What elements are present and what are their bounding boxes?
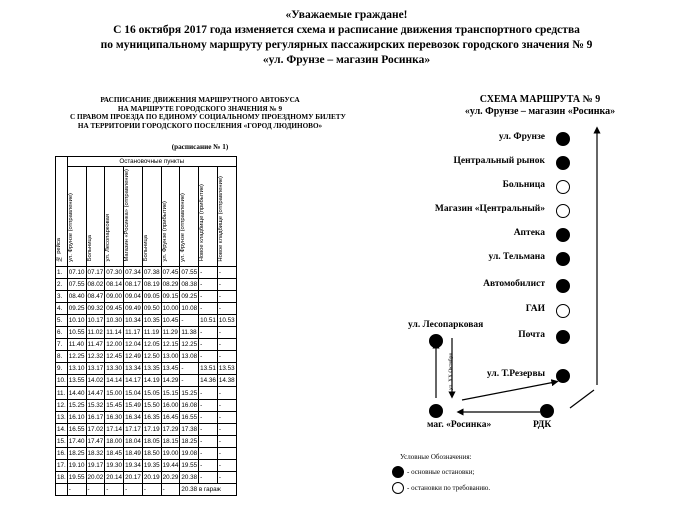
table-cell: 12.05 bbox=[142, 339, 161, 351]
table-cell: 12.04 bbox=[124, 339, 143, 351]
table-cell: 19.55 bbox=[180, 460, 199, 472]
table-cell: 19.55 bbox=[67, 472, 86, 484]
table-cell: 15. bbox=[56, 435, 68, 447]
table-cell: 13.00 bbox=[161, 351, 180, 363]
table-cell: - bbox=[199, 326, 218, 338]
stop-label: Почта bbox=[518, 330, 545, 340]
announcement-line-4: «ул. Фрунзе – магазин Росинка» bbox=[262, 54, 431, 66]
stops-group-header: Остановочные пункты bbox=[67, 157, 236, 167]
stop-label: ул. Фрунзе bbox=[498, 132, 545, 142]
table-cell: 16.35 bbox=[142, 411, 161, 423]
table-cell: 19.00 bbox=[161, 447, 180, 459]
table-cell: - bbox=[161, 484, 180, 496]
table-cell: 17.19 bbox=[142, 423, 161, 435]
table-cell: 16.55 bbox=[67, 423, 86, 435]
table-cell: 5. bbox=[56, 314, 68, 326]
table-cell: 12.45 bbox=[105, 351, 124, 363]
table-cell: 19.17 bbox=[86, 460, 105, 472]
column-header: ул. Фрунзе (отправление) bbox=[67, 167, 86, 267]
table-cell: 18.25 bbox=[67, 447, 86, 459]
table-cell: 07.30 bbox=[105, 266, 124, 278]
table-cell: - bbox=[199, 302, 218, 314]
table-cell: 07.45 bbox=[161, 266, 180, 278]
table-cell: 08.47 bbox=[86, 290, 105, 302]
stop-label: Автомобилист bbox=[483, 279, 545, 289]
table-cell: - bbox=[67, 484, 86, 496]
table-cell: 08.17 bbox=[124, 278, 143, 290]
table-cell: - bbox=[199, 399, 218, 411]
table-cell: - bbox=[217, 326, 236, 338]
table-cell: 09.25 bbox=[67, 302, 86, 314]
table-cell: 09.49 bbox=[124, 302, 143, 314]
table-cell: 13.51 bbox=[199, 363, 218, 375]
table-cell: 3. bbox=[56, 290, 68, 302]
table-cell: - bbox=[217, 339, 236, 351]
column-header: ул. Фрунзе (прибытие) bbox=[161, 167, 180, 267]
table-cell: - bbox=[217, 266, 236, 278]
table-cell: 14.17 bbox=[124, 375, 143, 387]
table-cell: 10.55 bbox=[67, 326, 86, 338]
table-cell: 10.00 bbox=[161, 302, 180, 314]
table-cell: 15.50 bbox=[142, 399, 161, 411]
table-cell: 20.14 bbox=[105, 472, 124, 484]
scheme-title-sub: «ул. Фрунзе – магазин «Росинка» bbox=[464, 106, 616, 117]
table-cell: 20.02 bbox=[86, 472, 105, 484]
schedule-table bbox=[55, 156, 237, 496]
main-stop-dot bbox=[556, 228, 570, 242]
table-cell: 18.04 bbox=[124, 435, 143, 447]
table-cell: 14.47 bbox=[86, 387, 105, 399]
table-cell: 16.55 bbox=[180, 411, 199, 423]
stop-label: Больница bbox=[502, 180, 545, 190]
column-header: ул. Лесопарковая bbox=[105, 167, 124, 267]
table-cell: 16.08 bbox=[180, 399, 199, 411]
table-cell: - bbox=[199, 339, 218, 351]
table-cell: 17.17 bbox=[124, 423, 143, 435]
table-cell: 07.55 bbox=[67, 278, 86, 290]
table-cell: - bbox=[180, 314, 199, 326]
table-cell: - bbox=[217, 472, 236, 484]
table-cell: 10. bbox=[56, 375, 68, 387]
table-cell: - bbox=[124, 484, 143, 496]
table-cell: 19.44 bbox=[161, 460, 180, 472]
table-cell: 07.34 bbox=[124, 266, 143, 278]
table-cell: - bbox=[199, 460, 218, 472]
request-stop-dot bbox=[556, 204, 570, 218]
table-cell: - bbox=[217, 387, 236, 399]
table-cell: 18.45 bbox=[105, 447, 124, 459]
column-header: Новое кладбище (отправление) bbox=[217, 167, 236, 267]
table-row bbox=[56, 266, 237, 278]
table-cell: 14.36 bbox=[199, 375, 218, 387]
table-cell: - bbox=[180, 375, 199, 387]
table-cell: 18.25 bbox=[180, 435, 199, 447]
table-row bbox=[56, 399, 237, 411]
table-cell: - bbox=[217, 447, 236, 459]
table-cell: 20.29 bbox=[161, 472, 180, 484]
stop-label: Аптека bbox=[513, 228, 545, 238]
table-cell: 13.34 bbox=[124, 363, 143, 375]
table-cell: - bbox=[199, 290, 218, 302]
stop-label: РДК bbox=[533, 420, 552, 430]
table-cell: 10.08 bbox=[180, 302, 199, 314]
table-cell: - bbox=[217, 351, 236, 363]
main-stop-dot bbox=[540, 404, 554, 418]
table-cell: 13.10 bbox=[67, 363, 86, 375]
table-cell: 13.53 bbox=[217, 363, 236, 375]
table-cell: 15.32 bbox=[86, 399, 105, 411]
table-cell: 19.35 bbox=[142, 460, 161, 472]
table-cell: 17.02 bbox=[86, 423, 105, 435]
table-row bbox=[56, 484, 237, 496]
table-row bbox=[56, 314, 237, 326]
schedule-title-line: РАСПИСАНИЕ ДВИЖЕНИЯ МАРШРУТНОГО АВТОБУСА bbox=[100, 96, 300, 104]
table-cell: 08.02 bbox=[86, 278, 105, 290]
table-cell: 20.19 bbox=[142, 472, 161, 484]
table-cell: - bbox=[199, 423, 218, 435]
legend-request-label: - остановки по требованию. bbox=[407, 484, 491, 492]
table-cell: 17. bbox=[56, 460, 68, 472]
table-cell: 20.17 bbox=[124, 472, 143, 484]
table-cell: 15.25 bbox=[180, 387, 199, 399]
table-cell: 15.04 bbox=[124, 387, 143, 399]
table-row bbox=[56, 290, 237, 302]
main-stop-dot bbox=[556, 279, 570, 293]
table-cell: 09.45 bbox=[105, 302, 124, 314]
table-cell: 19.10 bbox=[67, 460, 86, 472]
table-cell: 12.15 bbox=[161, 339, 180, 351]
main-stop-dot bbox=[556, 369, 570, 383]
table-cell: 7. bbox=[56, 339, 68, 351]
table-cell: 08.14 bbox=[105, 278, 124, 290]
table-cell: 14.40 bbox=[67, 387, 86, 399]
schedule-title bbox=[70, 96, 346, 130]
request-stop-dot bbox=[556, 180, 570, 194]
main-stop-dot bbox=[556, 252, 570, 266]
table-cell: - bbox=[86, 484, 105, 496]
table-cell: 13.35 bbox=[142, 363, 161, 375]
legend-main-label: - основные остановки; bbox=[407, 468, 475, 476]
table-cell: 07.10 bbox=[67, 266, 86, 278]
table-cell: 20.38 bbox=[180, 472, 199, 484]
table-row bbox=[56, 423, 237, 435]
table-cell: 12.49 bbox=[124, 351, 143, 363]
table-cell: 09.00 bbox=[105, 290, 124, 302]
table-row bbox=[56, 278, 237, 290]
column-header: Больница bbox=[86, 167, 105, 267]
table-cell: 16. bbox=[56, 447, 68, 459]
table-cell: 18.49 bbox=[124, 447, 143, 459]
table-cell: 13.08 bbox=[180, 351, 199, 363]
table-cell: 15.45 bbox=[105, 399, 124, 411]
table-cell: 17.14 bbox=[105, 423, 124, 435]
table-cell: 11.47 bbox=[86, 339, 105, 351]
legend-main-dot bbox=[392, 466, 404, 478]
table-cell: 12.25 bbox=[180, 339, 199, 351]
table-row bbox=[56, 339, 237, 351]
request-stop-dot bbox=[556, 304, 570, 318]
table-cell: 14.38 bbox=[217, 375, 236, 387]
table-cell: 08.38 bbox=[180, 278, 199, 290]
stop-label: ГАИ bbox=[525, 304, 545, 314]
table-cell: 11. bbox=[56, 387, 68, 399]
main-stop-dot bbox=[556, 330, 570, 344]
table-cell: 17.47 bbox=[86, 435, 105, 447]
table-cell: 19.08 bbox=[180, 447, 199, 459]
table-cell: 18.00 bbox=[105, 435, 124, 447]
table-cell: 13.30 bbox=[105, 363, 124, 375]
table-cell: 18.32 bbox=[86, 447, 105, 459]
table-cell: - bbox=[199, 411, 218, 423]
table-cell: 10.30 bbox=[105, 314, 124, 326]
table-cell: 16.17 bbox=[86, 411, 105, 423]
table-cell: 17.29 bbox=[161, 423, 180, 435]
table-cell: 10.51 bbox=[199, 314, 218, 326]
table-cell: 15.49 bbox=[124, 399, 143, 411]
table-cell: 09.50 bbox=[142, 302, 161, 314]
table-cell: 15.05 bbox=[142, 387, 161, 399]
table-cell: 07.38 bbox=[142, 266, 161, 278]
table-cell: 11.40 bbox=[67, 339, 86, 351]
table-cell: 16.10 bbox=[67, 411, 86, 423]
table-cell: 08.19 bbox=[142, 278, 161, 290]
table-cell: - bbox=[105, 484, 124, 496]
table-row bbox=[56, 326, 237, 338]
table-cell: - bbox=[199, 278, 218, 290]
table-row bbox=[56, 472, 237, 484]
stop-label: Магазин «Центральный» bbox=[434, 204, 545, 214]
table-cell: 12.32 bbox=[86, 351, 105, 363]
street-label-xx-oktyabrya: ул. XX Октября bbox=[448, 353, 454, 390]
table-cell: - bbox=[217, 423, 236, 435]
table-cell: 18. bbox=[56, 472, 68, 484]
table-cell: 10.53 bbox=[217, 314, 236, 326]
table-cell: - bbox=[199, 266, 218, 278]
table-cell: 9. bbox=[56, 363, 68, 375]
schedule-title-line: НА ТЕРРИТОРИИ ГОРОДСКОГО ПОСЕЛЕНИЯ «ГОРОД ЛЮДИНОВО» bbox=[77, 121, 323, 130]
table-cell: - bbox=[180, 363, 199, 375]
column-header: Магазин «Росинка» (отправление) bbox=[124, 167, 143, 267]
table-cell: 6. bbox=[56, 326, 68, 338]
table-row bbox=[56, 302, 237, 314]
table-row bbox=[56, 363, 237, 375]
table-cell: - bbox=[217, 460, 236, 472]
table-row bbox=[56, 460, 237, 472]
table-cell: 14.19 bbox=[142, 375, 161, 387]
table-cell: 17.38 bbox=[180, 423, 199, 435]
table-cell: 10.34 bbox=[124, 314, 143, 326]
table-cell: 09.04 bbox=[124, 290, 143, 302]
table-cell: 11.29 bbox=[161, 326, 180, 338]
table-cell: 4. bbox=[56, 302, 68, 314]
route-arrow-to-rezervy bbox=[462, 382, 555, 400]
table-cell: - bbox=[199, 447, 218, 459]
column-header: ул. Фрунзе (отправление) bbox=[180, 167, 199, 267]
schedule-subtitle: (расписание № 1) bbox=[171, 143, 229, 151]
scheme-title bbox=[440, 94, 640, 118]
table-cell: 18.15 bbox=[161, 435, 180, 447]
table-cell: 07.17 bbox=[86, 266, 105, 278]
table-cell: 10.17 bbox=[86, 314, 105, 326]
table-cell: 12.25 bbox=[67, 351, 86, 363]
table-cell: - bbox=[199, 472, 218, 484]
table-cell: 14.02 bbox=[86, 375, 105, 387]
route-arrow-diagonal bbox=[570, 390, 594, 408]
table-cell: 11.19 bbox=[142, 326, 161, 338]
table-cell: 11.02 bbox=[86, 326, 105, 338]
announcement-line-2: С 16 октября 2017 года изменяется схема и расписание движения транспортного средства bbox=[113, 24, 580, 36]
table-cell: 09.32 bbox=[86, 302, 105, 314]
table-row bbox=[56, 447, 237, 459]
announcement-line-3: по муниципальному маршруту регулярных пассажирских перевозок городского значения № 9 bbox=[100, 39, 593, 51]
table-row bbox=[56, 411, 237, 423]
table-cell: 15.00 bbox=[105, 387, 124, 399]
table-cell: 16.34 bbox=[124, 411, 143, 423]
table-cell: 12.50 bbox=[142, 351, 161, 363]
column-header: Новое кладбище (прибытие) bbox=[199, 167, 218, 267]
stop-label: маг. «Росинка» bbox=[427, 420, 492, 430]
table-cell: 09.25 bbox=[180, 290, 199, 302]
legend-request-dot bbox=[392, 482, 404, 494]
stop-label: ул. Тельмана bbox=[488, 252, 545, 262]
table-cell: - bbox=[217, 302, 236, 314]
stop-label: ул. Т.Резервы bbox=[486, 369, 545, 379]
table-cell: - bbox=[217, 290, 236, 302]
table-cell: 18.50 bbox=[142, 447, 161, 459]
legend-title: Условные Обозначения: bbox=[400, 453, 472, 461]
table-cell: 17.40 bbox=[67, 435, 86, 447]
table-cell: 20.38 в гараж bbox=[180, 484, 236, 496]
table-cell: 08.40 bbox=[67, 290, 86, 302]
table-cell: 2. bbox=[56, 278, 68, 290]
announcement-line-1: «Уважаемые граждане! bbox=[285, 9, 408, 21]
trip-number-header: № рейса bbox=[56, 157, 68, 267]
table-cell: 13.55 bbox=[67, 375, 86, 387]
table-cell: 09.05 bbox=[142, 290, 161, 302]
table-cell: 12. bbox=[56, 399, 68, 411]
table-cell: - bbox=[199, 435, 218, 447]
table-cell: 19.34 bbox=[124, 460, 143, 472]
table-cell: 13.45 bbox=[161, 363, 180, 375]
table-cell: 14.14 bbox=[105, 375, 124, 387]
table-row bbox=[56, 387, 237, 399]
table-cell: 08.29 bbox=[161, 278, 180, 290]
table-cell: 07.55 bbox=[180, 266, 199, 278]
column-header: Больница bbox=[142, 167, 161, 267]
table-cell: 8. bbox=[56, 351, 68, 363]
table-cell: 11.14 bbox=[105, 326, 124, 338]
stop-label: Центральный рынок bbox=[453, 156, 545, 166]
schedule-title-line: С ПРАВОМ ПРОЕЗДА ПО ЕДИНОМУ СОЦИАЛЬНОМУ ПРОЕЗДНОМУ БИЛЕТУ bbox=[70, 113, 346, 122]
table-cell: - bbox=[217, 411, 236, 423]
table-cell: 14. bbox=[56, 423, 68, 435]
main-stop-dot bbox=[429, 404, 443, 418]
table-cell: 19.30 bbox=[105, 460, 124, 472]
table-cell: - bbox=[199, 351, 218, 363]
table-cell: 10.35 bbox=[142, 314, 161, 326]
table-cell: 15.15 bbox=[161, 387, 180, 399]
table-cell: 13. bbox=[56, 411, 68, 423]
table-cell: 10.10 bbox=[67, 314, 86, 326]
table-cell: 16.00 bbox=[161, 399, 180, 411]
table-cell: 15.25 bbox=[67, 399, 86, 411]
table-row bbox=[56, 351, 237, 363]
table-cell: 16.45 bbox=[161, 411, 180, 423]
table-cell: 11.17 bbox=[124, 326, 143, 338]
table-row bbox=[56, 435, 237, 447]
table-cell: 12.00 bbox=[105, 339, 124, 351]
table-row bbox=[56, 375, 237, 387]
table-cell: 16.30 bbox=[105, 411, 124, 423]
main-stop-dot bbox=[556, 156, 570, 170]
main-stop-dot bbox=[556, 132, 570, 146]
schedule-title-line: НА МАРШРУТЕ ГОРОДСКОГО ЗНАЧЕНИЯ № 9 bbox=[117, 104, 283, 113]
table-cell: 13.17 bbox=[86, 363, 105, 375]
table-cell: 1. bbox=[56, 266, 68, 278]
table-cell bbox=[56, 484, 68, 496]
table-cell: 11.38 bbox=[180, 326, 199, 338]
scheme-title-main: СХЕМА МАРШРУТА № 9 bbox=[479, 94, 601, 105]
main-stop-dot bbox=[429, 334, 443, 348]
table-cell: - bbox=[217, 435, 236, 447]
table-cell: - bbox=[217, 399, 236, 411]
table-cell: - bbox=[142, 484, 161, 496]
table-cell: 10.45 bbox=[161, 314, 180, 326]
table-cell: - bbox=[199, 387, 218, 399]
table-cell: 14.29 bbox=[161, 375, 180, 387]
table-cell: 09.15 bbox=[161, 290, 180, 302]
table-cell: - bbox=[217, 278, 236, 290]
table-cell: 18.05 bbox=[142, 435, 161, 447]
stop-label: ул. Лесопарковая bbox=[408, 320, 484, 330]
announcement-header bbox=[0, 8, 693, 68]
